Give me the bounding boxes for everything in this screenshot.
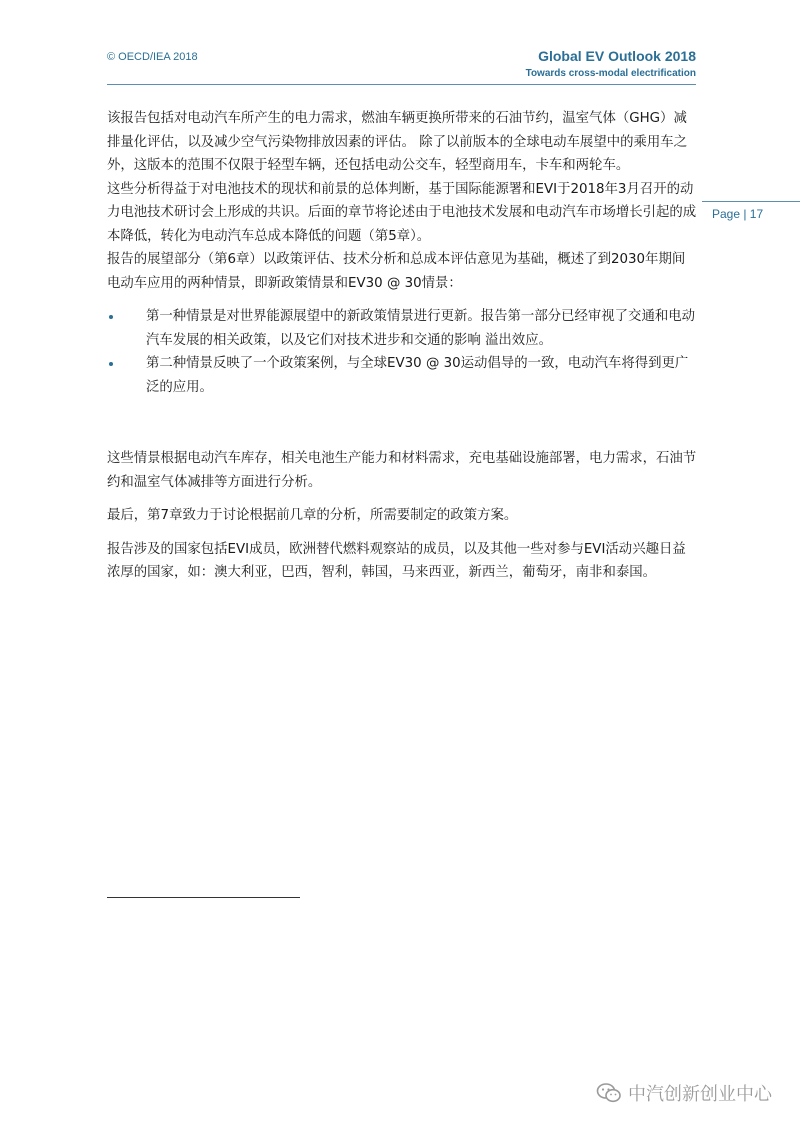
page-number: Page | 17 xyxy=(702,201,800,223)
spacer xyxy=(107,494,697,504)
paragraph-analysis: 这些情景根据电动汽车库存，相关电池生产能力和材料需求，充电基础设施部署，电力需求，石油节约和温室气体减排等方面进行分析。 xyxy=(107,451,697,490)
bullet-icon xyxy=(109,315,113,319)
scenario-one-text: 第一种情景是对世界能源展望中的新政策情景进行更新。报告第一部分已经审视了交通和电动汽车发展的相关政策，以及它们对技术进步和交通的影响 溢出效应。 xyxy=(146,309,696,348)
report-title: Global EV Outlook 2018 xyxy=(538,48,696,64)
paragraph-scope: 该报告包括对电动汽车所产生的电力需求，燃油车辆更换所带来的石油节约，温室气体（GHG）减排量化评估，以及减少空气污染物排放因素的评估。 除了以前版本的全球电动车展望中的乘用车之外，这版本的范围不仅限于轻型车辆，还包括电动公交车，轻型商用车，卡车和两轮车。 xyxy=(107,111,688,173)
paragraph-policy: 最后，第7章致力于讨论根据前几章的分析，所需要制定的政策方案。 xyxy=(107,508,518,523)
paragraph-battery: 这些分析得益于对电池技术的现状和前景的总体判断，基于国际能源署和EVI于2018年3月召开的动力电池技术研讨会上形成的共识。后面的章节将论述由于电池技术发展和电动汽车市场增长引起的成本降低，转化为电动汽车总成本降低的问题（第5章）。 xyxy=(107,181,697,244)
header-divider xyxy=(107,84,696,85)
spacer xyxy=(107,528,697,538)
spacer xyxy=(107,399,697,447)
scenario-two-text: 第二种情景反映了一个政策案例，与全球EV30 @ 30运动倡导的一致，电动汽车将得到更广泛的应用。 xyxy=(146,356,689,395)
wechat-icon xyxy=(596,1082,622,1104)
report-subtitle: Towards cross-modal electrification xyxy=(525,68,696,79)
paragraph-outlook: 报告的展望部分（第6章）以政策评估、技术分析和总成本评估意见为基础，概述了到2030年期间电动车应用的两种情景，即新政策情景和EV30 @ 30情景： xyxy=(107,252,686,291)
spacer xyxy=(107,295,697,305)
paragraph-countries: 报告涉及的国家包括EVI成员，欧洲替代燃料观察站的成员，以及其他一些对参与EVI活动兴趣日益浓厚的国家，如：澳大利亚，巴西，智利，韩国，马来西亚，新西兰，葡萄牙，南非和泰国。 xyxy=(107,541,686,580)
bullet-icon xyxy=(109,362,113,366)
scenario-list xyxy=(107,305,697,399)
footnote-divider xyxy=(107,897,300,898)
list-item xyxy=(107,305,697,352)
main-content xyxy=(107,107,697,585)
watermark-text: 中汽创新创业中心 xyxy=(628,1084,772,1105)
list-item xyxy=(107,352,697,399)
copyright-notice: © OECD/IEA 2018 xyxy=(107,51,198,63)
watermark xyxy=(596,1080,772,1106)
